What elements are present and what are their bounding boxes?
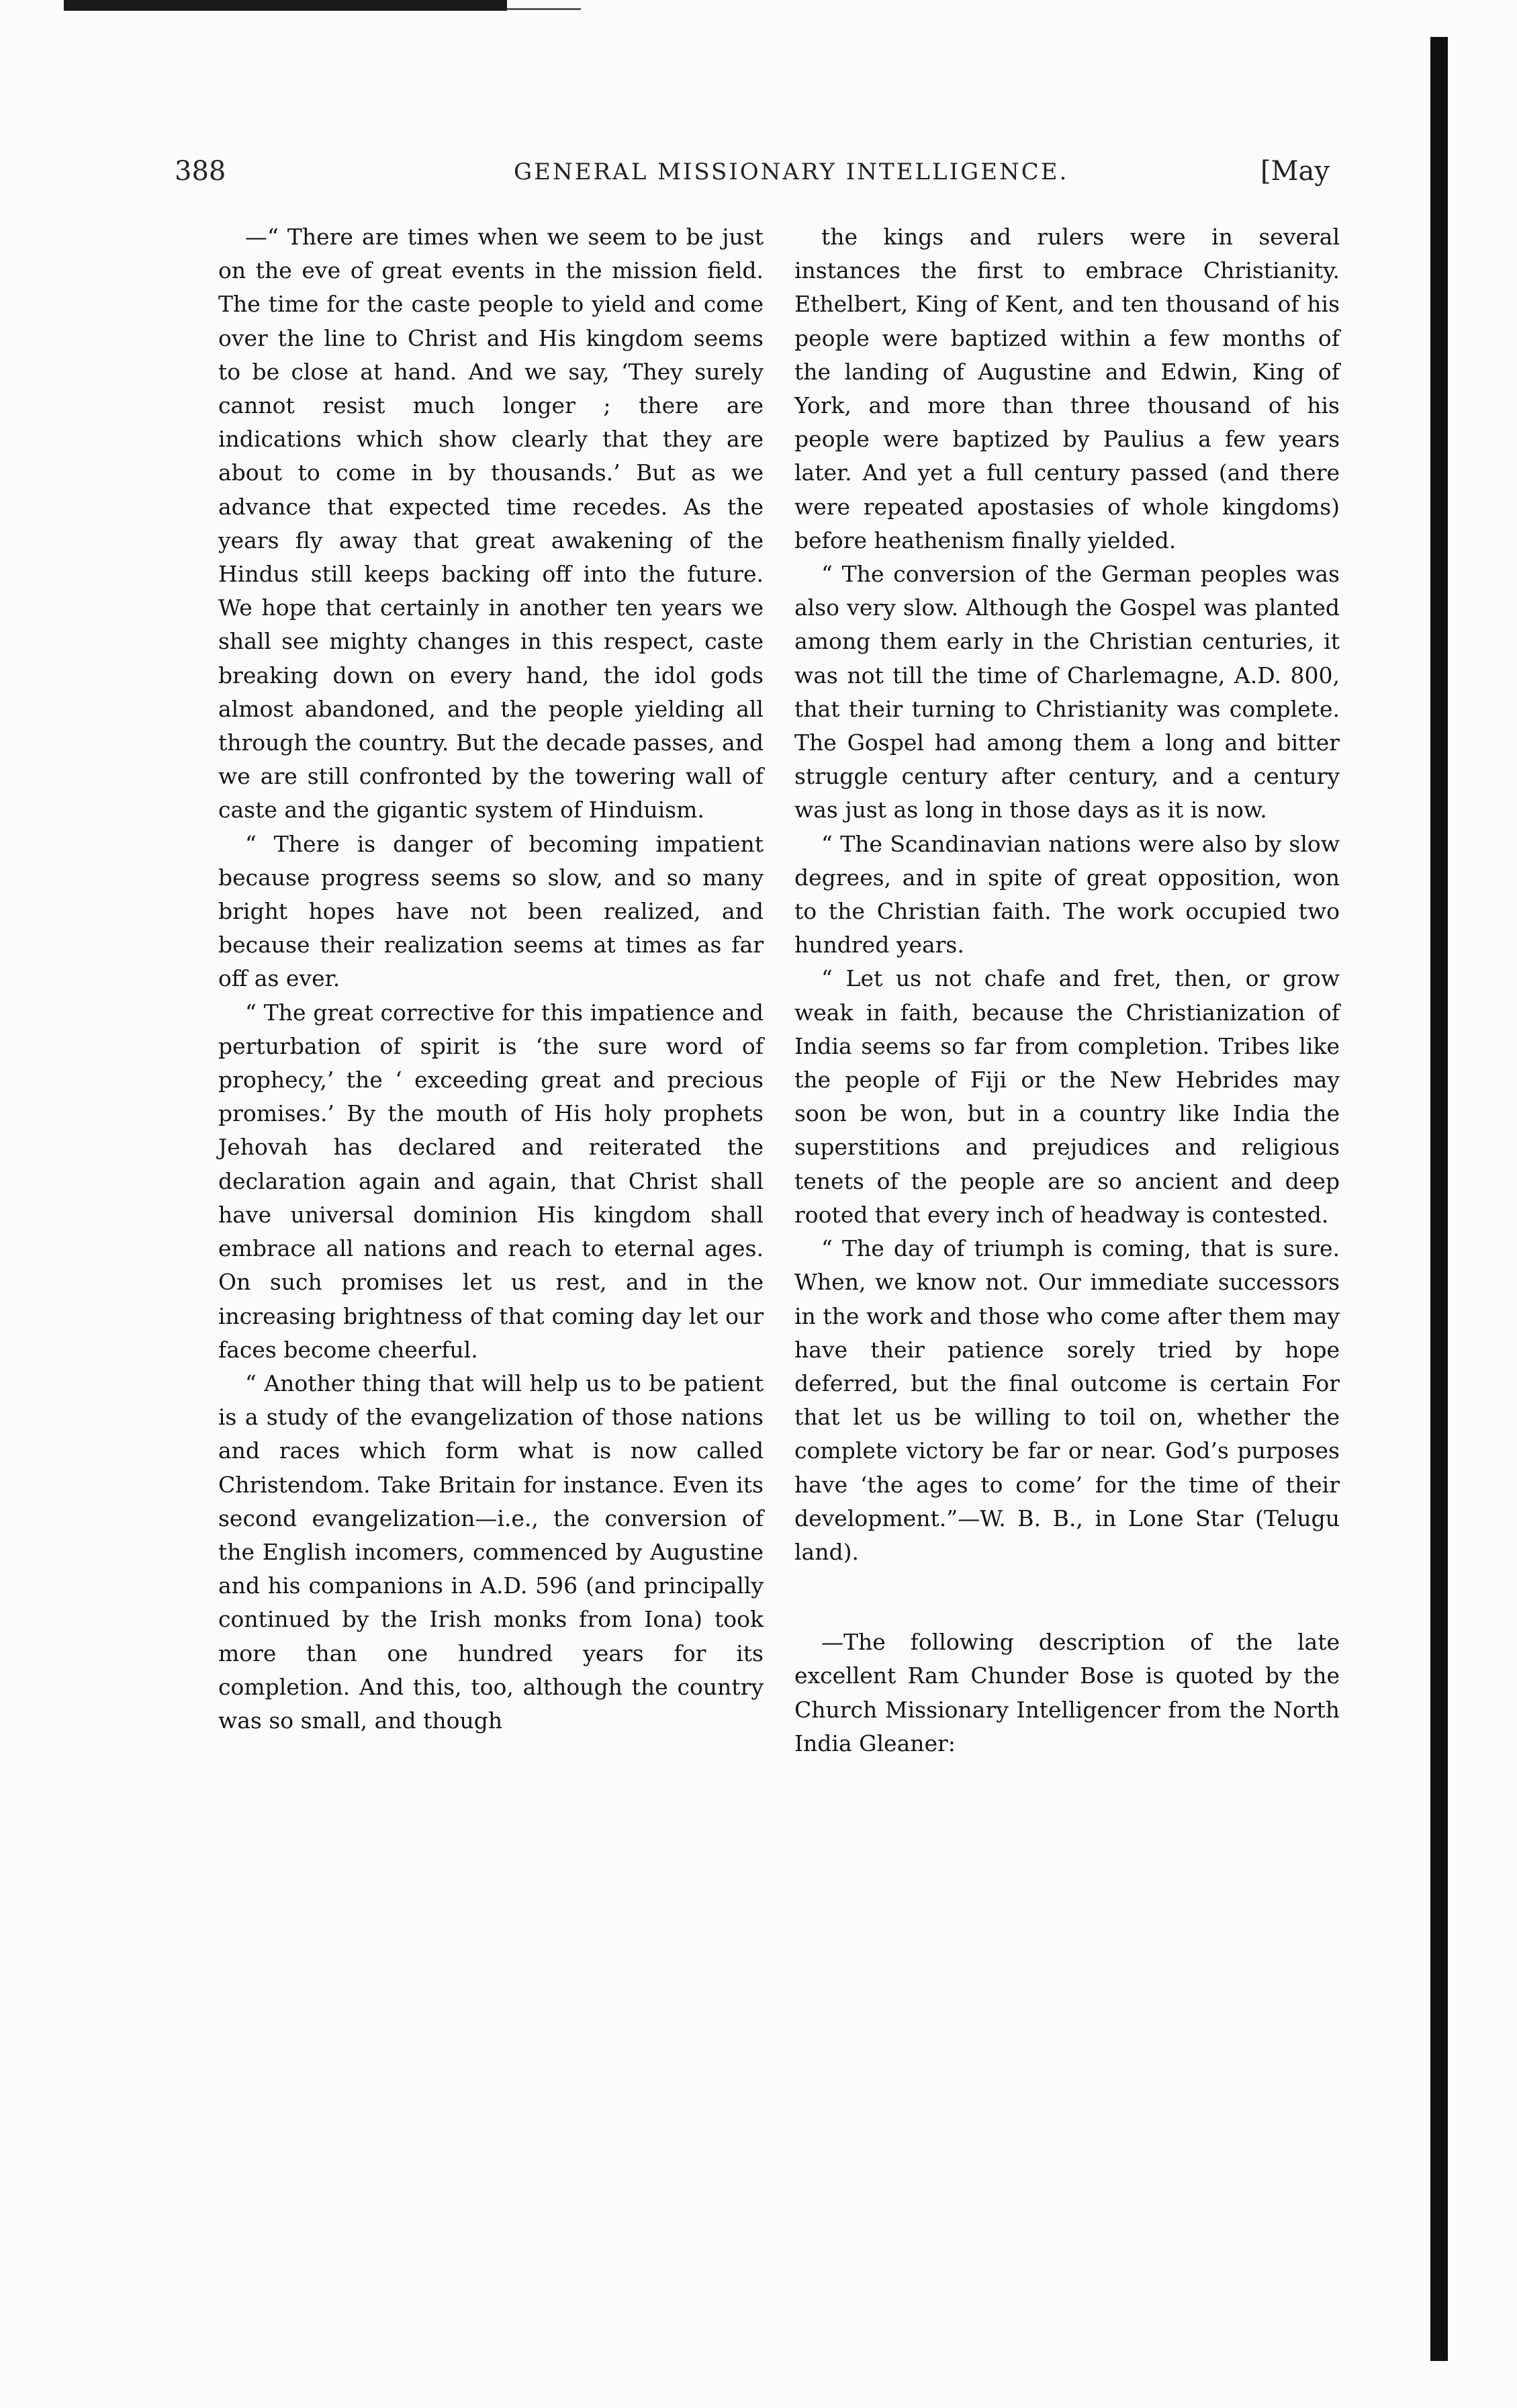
paragraph: —The following description of the late excellent Ram Chunder Bose is quoted by the Church Missionary Intelligencer from the North India Gleaner:	[794, 1629, 1340, 1756]
left-column	[218, 220, 764, 1738]
paragraph: “ Let us not chafe and fret, then, or grow weak in faith, because the Christianization of India seems so far from completion. Tribes like the people of Fiji or the New Hebrides may soon be won, but in a country like India the superstitions and prejudices and religious tenets of the people are so ancient and deep rooted that every inch of headway is contested.	[794, 965, 1340, 1228]
paragraph: —“ There are times when we seem to be just on the eve of great events in the mission field. The time for the caste people to yield and come over the line to Christ and His kingdom seems to be close at hand. And we say, ‘They surely cannot resist much longer ; there are indications which show clearly that they are about to come in by thousands.’ But as we advance that expected time recedes. As the years fly away that great awakening of the Hindus still keeps backing off into the future. We hope that certainly in another ten years we shall see mighty changes in this respect, caste breaking down on every hand, the idol gods almost abandoned, and the people yielding all through the country. But the decade passes, and we are still confronted by the towering wall of caste and the gigantic system of Hinduism.	[218, 224, 764, 823]
paragraph: “ The Scandinavian nations were also by slow degrees, and in spite of great opposition, won to the Christian faith. The work occupied two hundred years.	[794, 830, 1340, 958]
top-edge-rule-tail	[507, 8, 581, 10]
scan-binding-edge	[1430, 37, 1448, 2361]
running-title: GENERAL MISSIONARY INTELLIGENCE.	[514, 159, 1069, 185]
paragraph: “ The day of triumph is coming, that is sure. When, we know not. Our immediate successors in the work and those who come after them may have their patience sorely tried by hope deferred, but the final outcome is certain For that let us be willing to toil on, whether the complete victory be far or near. God’s purposes have ‘the ages to come’ for the time of their development.”—W. B. B., in Lone Star (Telugu land).	[794, 1235, 1340, 1565]
top-edge-rule	[64, 0, 507, 11]
paragraph: “ The conversion of the German peoples was also very slow. Although the Gospel was planted among them early in the Christian centuries, it was not till the time of Charlemagne, A.D. 800, that their turning to Christianity was complete. The Gospel had among them a long and bitter struggle century after century, and a century was just as long in those days as it is now.	[794, 561, 1340, 823]
right-column	[794, 220, 1340, 1760]
paragraph: “ The great corrective for this impatience and perturbation of spirit is ‘the sure word of prophecy,’ the ‘ exceeding great and precious promises.’ By the mouth of His holy prophets Jehovah has declared and reiterated the declaration again and again, that Christ shall have universal dominion His kingdom shall embrace all nations and reach to eternal ages. On such promises let us rest, and in the increasing brightness of that coming day let our faces become cheerful.	[218, 999, 764, 1363]
page-header	[175, 156, 1330, 196]
page-number: 388	[175, 156, 226, 187]
paragraph: the kings and rulers were in several instances the first to embrace Christianity. Ethelbert, King of Kent, and ten thousand of his people were baptized within a few months of the landing of Augustine and Edwin, King of York, and more than three thousand of his people were baptized by Paulius a few years later. And yet a full century passed (and there were repeated apostasies of whole kingdoms) before heathenism finally yielded.	[794, 224, 1340, 553]
paragraph: “ Another thing that will help us to be patient is a study of the evangelization of those nations and races which form what is now called Christendom. Take Britain for instance. Even its second evangelization—i.e., the conversion of the English incomers, commenced by Augustine and his companions in A.D. 596 (and principally continued by the Irish monks from Iona) took more than one hundred years for its completion. And this, too, although the country was so small, and though	[218, 1370, 764, 1734]
paragraph: “ There is danger of becoming impatient because progress seems so slow, and so many bright hopes have not been realized, and because their realization seems at times as far off as ever.	[218, 830, 764, 992]
month-label: [May	[1260, 156, 1330, 187]
